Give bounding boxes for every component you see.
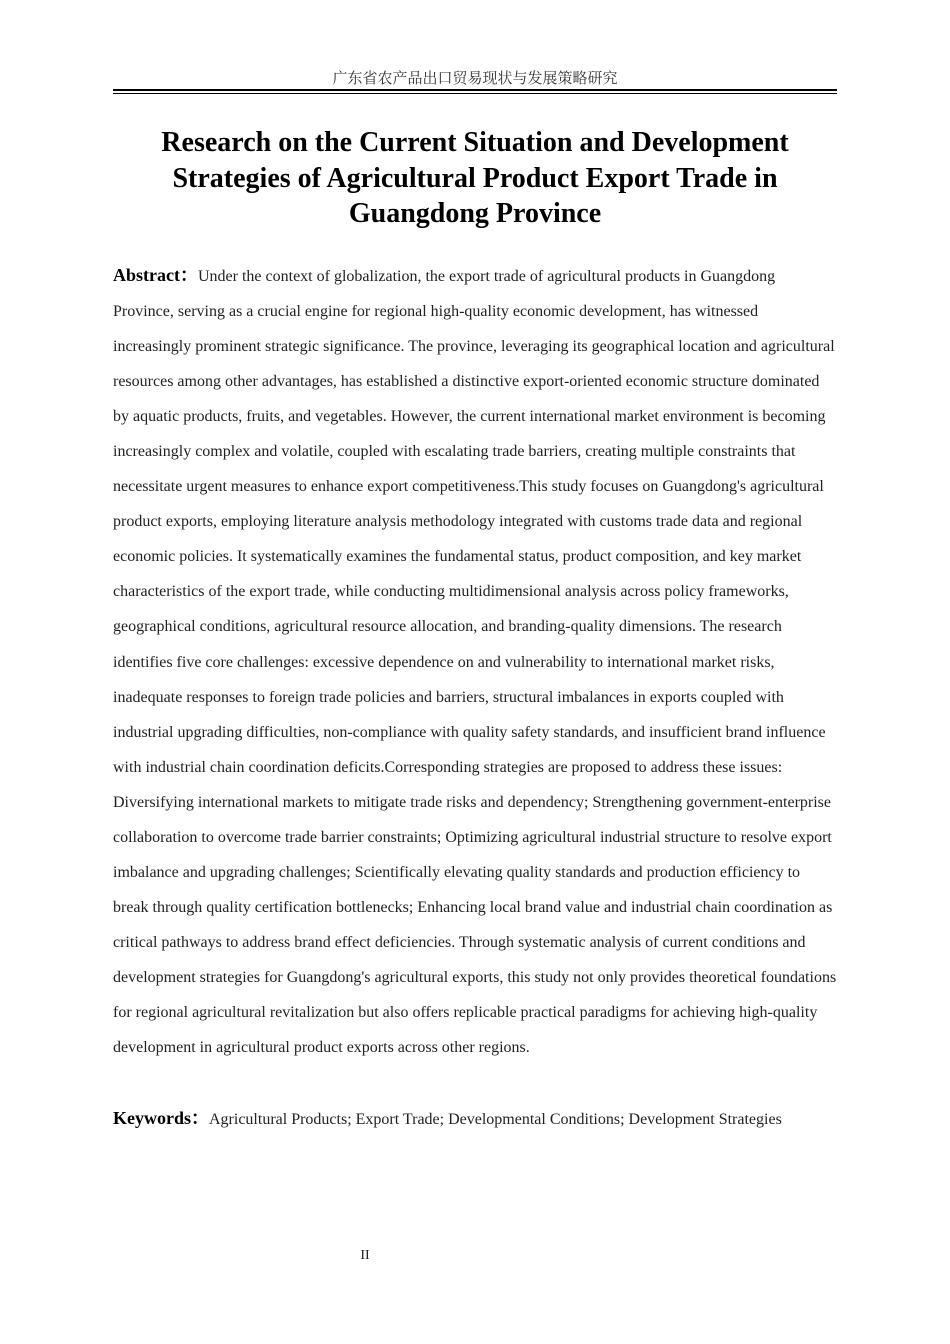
abstract-text: Under the context of globalization, the export trade of agricultural products in Guangdong Province, serving as a crucial engine for regional high-quality economic development, has witnessed increasingly prominent strategic significance. The province, leveraging its geographical location and agricultural resources among other advantages, has established a distinctive export-oriented economic structure dominated by aquatic products, fruits, and vegetables. However, the current international market environment is becoming increasingly complex and volatile, coupled with escalating trade barriers, creating multiple constraints that necessitate urgent measures to enhance export competitiveness.This study focuses on Guangdong's agricultural product exports, employing literature analysis methodology integrated with customs trade data and regional economic policies. It systematically examines the fundamental status, product composition, and key market characteristics of the export trade, while conducting multidimensional analysis across policy frameworks, geographical conditions, agricultural resource allocation, and branding-quality dimensions. The research identifies five core challenges: excessive dependence on and vulnerability to international market risks, inadequate responses to foreign trade policies and barriers, structural imbalances in exports coupled with industrial upgrading difficulties, non-compliance with quality safety standards, and insufficient brand influence with industrial chain coordination deficits.Corresponding strategies are proposed to address these issues: Diversifying international markets to mitigate trade risks and dependency; Strengthening government-enterprise collaboration to overcome trade barrier constraints; Optimizing agricultural industrial structure to resolve export imbalance and upgrading challenges; Scientifically elevating quality standards and production efficiency to break through quality certification bottlenecks; Enhancing local brand value and industrial chain coordination as critical pathways to address brand effect deficiencies. Through systematic analysis of current conditions and development strategies for Guangdong's agricultural exports, this study not only provides theoretical foundations for regional agricultural revitalization but also offers replicable practical paradigms for achieving high-quality development in agricultural product exports across other regions. [113, 268, 837, 1057]
abstract-label: Abstract： [113, 265, 198, 285]
header-rule-thick [113, 89, 837, 91]
keywords-text: Agricultural Products; Export Trade; Developmental Conditions; Development Strategies [209, 1111, 782, 1128]
header-rule-thin [113, 93, 837, 94]
page-number: II [360, 1248, 370, 1263]
keywords-label: Keywords： [113, 1108, 209, 1128]
keywords-paragraph [113, 1101, 837, 1137]
running-header: 广东省农产品出口贸易现状与发展策略研究 [332, 69, 618, 87]
paper-title: Research on the Current Situation and Development Strategies of Agricultural Product Export Trade in Guangdong Province [161, 127, 789, 229]
abstract-paragraph [113, 258, 837, 1065]
